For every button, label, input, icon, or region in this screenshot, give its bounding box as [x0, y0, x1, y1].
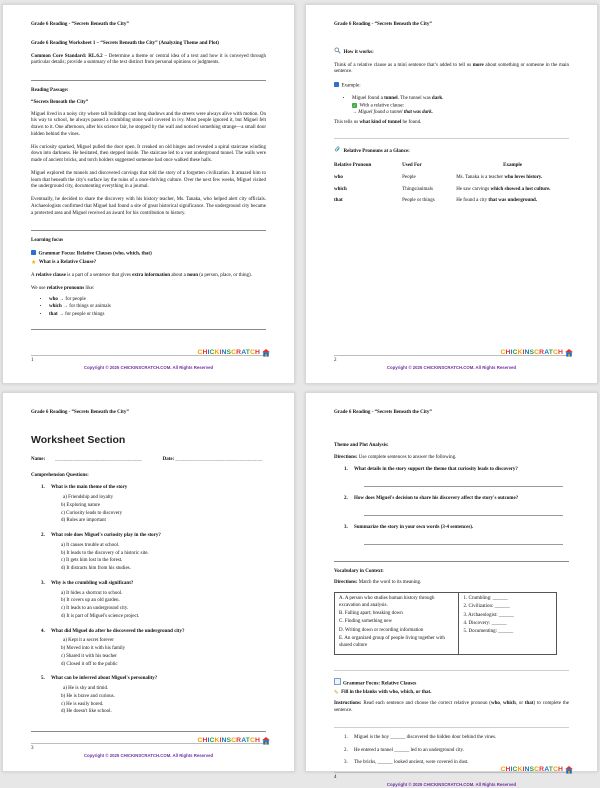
passage-paragraph: Eventually, he decided to share the discovery with his history teacher, Ms. Tanaka, who helped alert city officials. Archaeologists confirmed that Miguel had found a site of great historical significance. The underground city became a protected area and Miguel received an award for his contribution to history. [31, 197, 266, 216]
learning-focus-label: Learning focus [31, 238, 64, 244]
vocab-definition: A. A person who studies human history through excavation and analysis. [339, 596, 435, 608]
example-sentence: • Miguel found a tunnel. The tunnel was dark. [352, 96, 444, 102]
table-row: who People Ms. Tanaka is a teacher who loves history. [334, 174, 543, 180]
answer-option: b) It leads to the discovery of a historic site. [61, 550, 149, 556]
chickinscratch-logo: CHICKINSCRATCH [197, 736, 272, 745]
green-check-icon: ✓ [352, 103, 357, 108]
date-label: Date: [162, 456, 175, 462]
answer-option: c) It gets him lost in the forest. [61, 558, 123, 564]
answer-option: c) It leads to an underground city. [61, 606, 129, 612]
open-question-block: 1. What details in the story support the theme that curiosity leads to discovery? [334, 467, 569, 496]
answer-option: d) Closed it off to the public [61, 661, 118, 667]
vocab-words-cell [459, 593, 557, 655]
answer-option: d) Rules are important [61, 518, 106, 524]
vocab-word-blank: 2. Civilization: ______ [463, 604, 510, 610]
page-footer [334, 766, 569, 788]
column-header: Relative Pronoun [334, 163, 372, 168]
page-header: Grade 6 Reading - “Secrets Beneath the City” [31, 22, 129, 27]
answer-option: c) Shared it with his teacher [61, 653, 117, 659]
vocab-directions-line: Directions: Match the word to its meaning. [334, 580, 422, 586]
divider [334, 138, 569, 139]
house-icon [565, 766, 573, 774]
blue-square-icon [334, 82, 339, 87]
answer-option: d) It is part of Miguel's science project. [61, 613, 140, 619]
chickinscratch-logo: CHICKINSCRATCH [500, 348, 575, 357]
common-core-standard: Common Core Standard: RL.6.2 – Determine a theme or central idea of a text and how it is conveyed through particular details; provide a summary of the text distinct from personal opinions or judgments. [31, 53, 266, 66]
magnifier-icon [334, 47, 341, 54]
open-question-prompt: What details in the story support the theme that curiosity leads to discovery? [354, 467, 518, 473]
answer-option: b) He is brave and curious. [61, 693, 115, 699]
pronoun-bullet: • that → for people or things [49, 312, 266, 319]
answer-option: a) Friendship and loyalty [63, 495, 114, 501]
divider [334, 727, 569, 728]
question-prompt: What can be inferred about Miguel's personality? [51, 676, 158, 682]
question-prompt: What is the main theme of the story [51, 485, 128, 491]
house-icon [262, 737, 270, 745]
example-list [340, 96, 569, 118]
vocab-word-blank: 1. Crumbling: ______ [463, 596, 508, 601]
chickinscratch-logo: CHICKINSCRATCH [500, 765, 575, 774]
answer-option: a) He is shy and timid. [63, 686, 109, 692]
open-question-prompt: Summarize the story in your own words (3-4 sentences). [354, 524, 474, 530]
vocab-word-blank: 4. Discovery: ______ [463, 620, 507, 626]
page-header: Grade 6 Reading - “Secrets Beneath the City” [334, 410, 432, 415]
page-1 [2, 4, 295, 384]
vocab-definition: D. Writing down or recording information [339, 627, 424, 633]
answer-option: d) It distracts him from his studies. [61, 566, 131, 572]
fill-sentence: The bricks, ______ looked ancient, were covered in dust. [354, 759, 469, 765]
pronoun-bullet: • who → for people [49, 297, 266, 304]
open-question-prompt: How does Miguel's decision to share his discovery affect the story's outcome? [354, 496, 519, 501]
pencil-icon: ✎ [334, 689, 339, 696]
question-block: 4. What did Miguel do after he discovered the underground city? a) Kept it a secret forever b) Moved into it with his family c) Shared it with his teacher d) Closed it off to the public [31, 629, 266, 670]
question-prompt: Why is the crumbling wall significant? [51, 580, 134, 586]
star-icon: ★ [31, 259, 37, 267]
fill-instructions: Instructions: Read each sentence and choose the correct relative pronoun (who, which, or that) to complete the sentence. [334, 700, 569, 713]
page-number: 4 [334, 774, 337, 780]
divider [31, 80, 266, 81]
page-3 [2, 392, 295, 772]
answer-option: d) He doesn't like school. [61, 709, 112, 715]
name-blank-line: ______________________________ [55, 456, 143, 462]
table-row: which Things/animals He saw carvings which showed a lost culture. [334, 186, 551, 192]
passage-paragraph: His curiosity sparked, Miguel pulled the door open. It creaked on old hinges and revealed a spiral staircase winding down into darkness. He hesitated, then stepped inside. The staircase led to a vast underground tunnel. The walls were made of ancient bricks, and torch holders suggested someone had once walked these halls. [31, 144, 266, 163]
answer-option: c) He is easily bored. [61, 701, 104, 707]
copyright-text: Copyright © 2025 CHICKINSCRATCH.COM. All Rights Reserved [386, 365, 517, 371]
divider [31, 329, 266, 330]
passage-paragraph: Miguel lived in a noisy city where tall buildings cast long shadows and the streets were always alive with motion. On his way to school, he always passed a crumbling stone wall covered in ivy. Most people ignored it, but Miguel felt drawn to it. One afternoon, after his science fair, he stopped by the wall and noticed something strange—a small door hidden behind the vines. [31, 111, 267, 137]
answer-option: a) It causes trouble at school. [61, 542, 120, 548]
answer-option: c) Curiosity leads to discovery [61, 510, 123, 516]
fill-item: 2. He entered a tunnel ______ led to an underground city. [344, 747, 465, 753]
vocab-definition: B. Falling apart; breaking down [339, 611, 403, 616]
open-question-block: 2. How does Miguel's decision to share his discovery affect the story's outcome? [334, 496, 569, 525]
copyright-text: Copyright © 2025 CHICKINSCRATCH.COM. All Rights Reserved [83, 365, 214, 371]
answer-option: b) Exploring nature [61, 502, 101, 508]
answer-blank-line [364, 477, 563, 487]
house-icon [262, 349, 270, 357]
example-item [352, 96, 569, 117]
grammar-focus-line: Grammar Focus: Relative Clauses (who, which, that) [31, 250, 266, 258]
directions-line: Directions: Use complete sentences to answer the following. [334, 454, 457, 460]
answer-option: a) Kept it a secret forever [63, 638, 114, 644]
document-icon [334, 678, 341, 686]
vocab-definition: C. Finding something new [339, 619, 393, 625]
pronoun-table [334, 161, 569, 208]
question-prompt: What did Miguel do after he discovered the underground city? [51, 628, 185, 634]
divider [334, 670, 569, 671]
page-number: 3 [31, 745, 34, 751]
vocabulary-match-table [334, 592, 557, 655]
answer-option: a) It hides a shortcut to school. [61, 590, 123, 596]
worksheet-section-title: Worksheet Section [31, 433, 126, 446]
tells-us-line: This tells us what kind of tunnel he found. [334, 120, 422, 125]
passage-title: “Secrets Beneath the City” [31, 99, 89, 105]
how-it-works-intro: Think of a relative clause as a mini sentence that’s added to tell us more about something or someone in the main sentence. [334, 62, 569, 75]
fill-item: 1. Miguel is the boy ______ discovered the hidden door behind the vines. [344, 735, 497, 741]
question-prompt: What role does Miguel's curiosity play in the story? [51, 533, 161, 539]
name-label: Name: [31, 456, 46, 462]
grammar-focus-line: Grammar Focus: Relative Clauses [334, 678, 569, 688]
column-header: Example [503, 163, 523, 168]
pronoun-bullet: • which → for things or animals [49, 304, 266, 311]
table-row: that People or things He found a city that was underground. [334, 198, 538, 204]
date-blank-line: ______________________________ [175, 456, 263, 462]
vocab-definition: E. An organized group of people living together with shared culture [339, 635, 445, 648]
copyright-text: Copyright © 2025 CHICKINSCRATCH.COM. All Rights Reserved [83, 753, 214, 759]
vocabulary-label: Vocabulary in Context: [334, 568, 384, 574]
fill-blanks-line: ✎ Fill in the blanks with who, which, or that. [334, 689, 432, 696]
divider [334, 561, 569, 562]
example-label-line: Example: [334, 82, 569, 90]
page-footer [31, 737, 266, 759]
relative-clause-definition: A relative clause is a part of a sentence that gives extra information about a noun (a person, place, or thing). [31, 273, 252, 278]
vocab-word-blank: 3. Archaeologist: ______ [463, 612, 514, 618]
name-date-row [31, 457, 266, 464]
rewritten-sentence: → Miguel found a tunnel that was dark. [352, 110, 433, 116]
what-is-line: ★ What is a Relative Clause? [31, 259, 97, 267]
reading-passage-label: Reading Passage: [31, 88, 69, 93]
worksheet-title: Grade 6 Reading Worksheet 1 – “Secrets Beneath the City” (Analyzing Theme and Plot) [31, 40, 219, 46]
with-clause-line: ✓ With a relative clause: [352, 103, 405, 109]
blue-book-icon [31, 250, 36, 255]
page-header: Grade 6 Reading - “Secrets Beneath the City” [31, 410, 129, 415]
question-block: 3. Why is the crumbling wall significant? a) It hides a shortcut to school. b) It covers up an old garden. c) It leads to an underground city. d) It is part of Miguel's science project. [31, 581, 266, 622]
pronoun-bullet-list [37, 297, 266, 320]
house-icon [565, 349, 573, 357]
divider [31, 731, 266, 732]
vocab-definitions-cell [335, 593, 459, 655]
fill-item: 3. The bricks, ______ looked ancient, were covered in dust. [344, 759, 469, 765]
paperclip-icon [334, 146, 341, 153]
chickinscratch-logo: CHICKINSCRATCH [197, 348, 272, 357]
page-4 [305, 392, 598, 787]
glance-label-line: Relative Pronouns at a Glance: [334, 146, 569, 156]
page-footer [334, 349, 569, 371]
page-number: 2 [334, 357, 337, 363]
question-block: 1. What is the main theme of the story a) Friendship and loyalty b) Exploring nature c) Curiosity leads to discovery d) Rules are important [31, 485, 266, 526]
answer-option: b) Moved into it with his family [61, 646, 126, 652]
page-footer [31, 349, 266, 371]
answer-blank-line [364, 506, 563, 516]
passage-paragraph: Miguel explored the tunnels and discovered carvings that told the story of a forgotten civilization. It amazed him to learn that beneath the city's surface lay the ruins of a once-thriving culture. Over the next few weeks, Miguel visited the underground city, documenting everything in a journal. [31, 170, 266, 190]
question-block: 5. What can be inferred about Miguel's personality? a) He is shy and timid. b) He is brave and curious. c) He is easily bored. d) He doesn't like school. [31, 676, 266, 717]
divider [31, 230, 266, 231]
table-header-row [334, 161, 569, 173]
page-number: 1 [31, 357, 34, 363]
page-2 [305, 4, 598, 384]
comprehension-questions-label: Comprehension Questions: [31, 472, 89, 478]
answer-blank-line [364, 535, 563, 545]
answer-option: b) It covers up an old garden. [61, 598, 120, 604]
question-block: 2. What role does Miguel's curiosity play in the story? a) It causes trouble at school. b) It leads to the discovery of a historic site. c) It gets him lost in the forest. d) It distracts him from his studies. [31, 533, 266, 574]
column-header: Used For [402, 163, 422, 168]
pronoun-intro: We use relative pronouns like: [31, 285, 95, 291]
fill-sentence: He entered a tunnel ______ led to an underground city. [354, 747, 465, 753]
vocab-word-blank: 5. Documenting: ______ [463, 629, 514, 634]
theme-plot-label: Theme and Plot Analysis: [334, 442, 389, 448]
page-header: Grade 6 Reading - “Secrets Beneath the City” [334, 22, 432, 27]
fill-sentence: Miguel is the boy ______ discovered the hidden door behind the vines. [354, 735, 497, 741]
open-question-block: 3. Summarize the story in your own words (3-4 sentences). [334, 525, 569, 554]
copyright-text: Copyright © 2025 CHICKINSCRATCH.COM. All Rights Reserved [386, 782, 517, 787]
how-it-works-line: How it works: [334, 47, 569, 57]
